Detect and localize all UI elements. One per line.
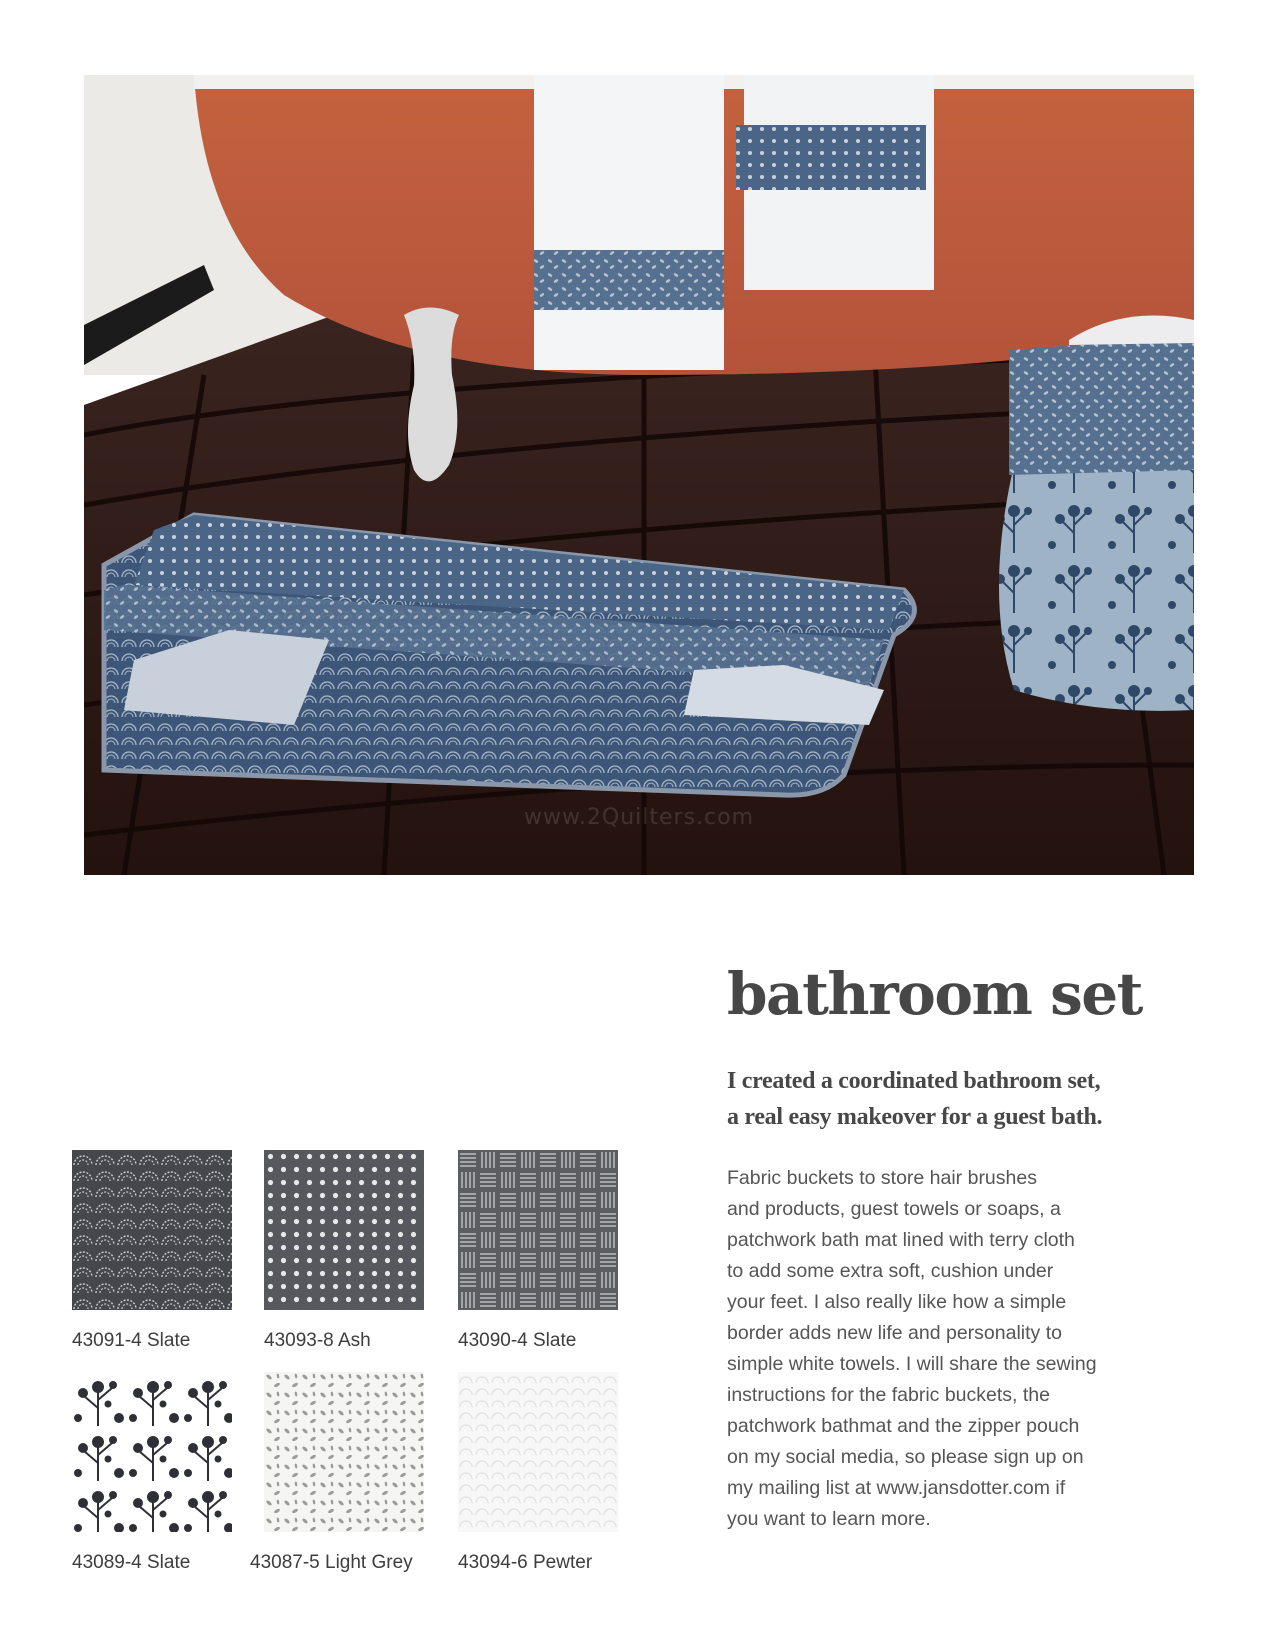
description-line: patchwork bathmat and the zipper pouch — [727, 1415, 1080, 1437]
intro-line-1: I created a coordinated bathroom set, — [727, 1068, 1101, 1094]
description-line: patchwork bath mat lined with terry cloth — [727, 1229, 1075, 1251]
swatch-label: 43090-4 Slate — [458, 1330, 577, 1351]
page-title: bathroom set — [727, 960, 1142, 1028]
swatch-label: 43093-8 Ash — [264, 1330, 371, 1351]
description-line: border adds new life and personality to — [727, 1322, 1062, 1344]
swatch-label: 43089-4 Slate — [72, 1552, 191, 1573]
swatch-label: 43094-6 Pewter — [458, 1552, 593, 1573]
description-line: and products, guest towels or soaps, a — [727, 1198, 1061, 1220]
fabric-swatch-arcs — [72, 1150, 232, 1310]
intro-line-2: a real easy makeover for a guest bath. — [727, 1104, 1103, 1130]
photo-watermark: www.2Quilters.com — [523, 805, 755, 830]
description-line: Fabric buckets to store hair brushes — [727, 1167, 1037, 1189]
intro-text — [727, 1063, 1167, 1135]
swatch-label: 43091-4 Slate — [72, 1330, 191, 1351]
fabric-swatch-dots — [264, 1150, 424, 1310]
description-line: you want to learn more. — [727, 1508, 931, 1530]
fabric-swatch-weave — [458, 1150, 618, 1310]
description-line: on my social media, so please sign up on — [727, 1446, 1084, 1468]
swatch-label: 43087-5 Light Grey — [250, 1552, 413, 1573]
fabric-swatch-berries — [72, 1372, 232, 1532]
description-line: simple white towels. I will share the sewing — [727, 1353, 1097, 1375]
bathroom-photo — [84, 75, 1194, 875]
fabric-swatch-leaves — [264, 1372, 424, 1532]
description-line: instructions for the fabric buckets, the — [727, 1384, 1050, 1406]
description-paragraph — [727, 1163, 1147, 1535]
description-line: my mailing list at www.jansdotter.com if — [727, 1477, 1066, 1499]
description-line: to add some extra soft, cushion under — [727, 1260, 1054, 1282]
description-line: your feet. I also really like how a simple — [727, 1291, 1067, 1313]
fabric-swatch-pale-arcs — [458, 1372, 618, 1532]
